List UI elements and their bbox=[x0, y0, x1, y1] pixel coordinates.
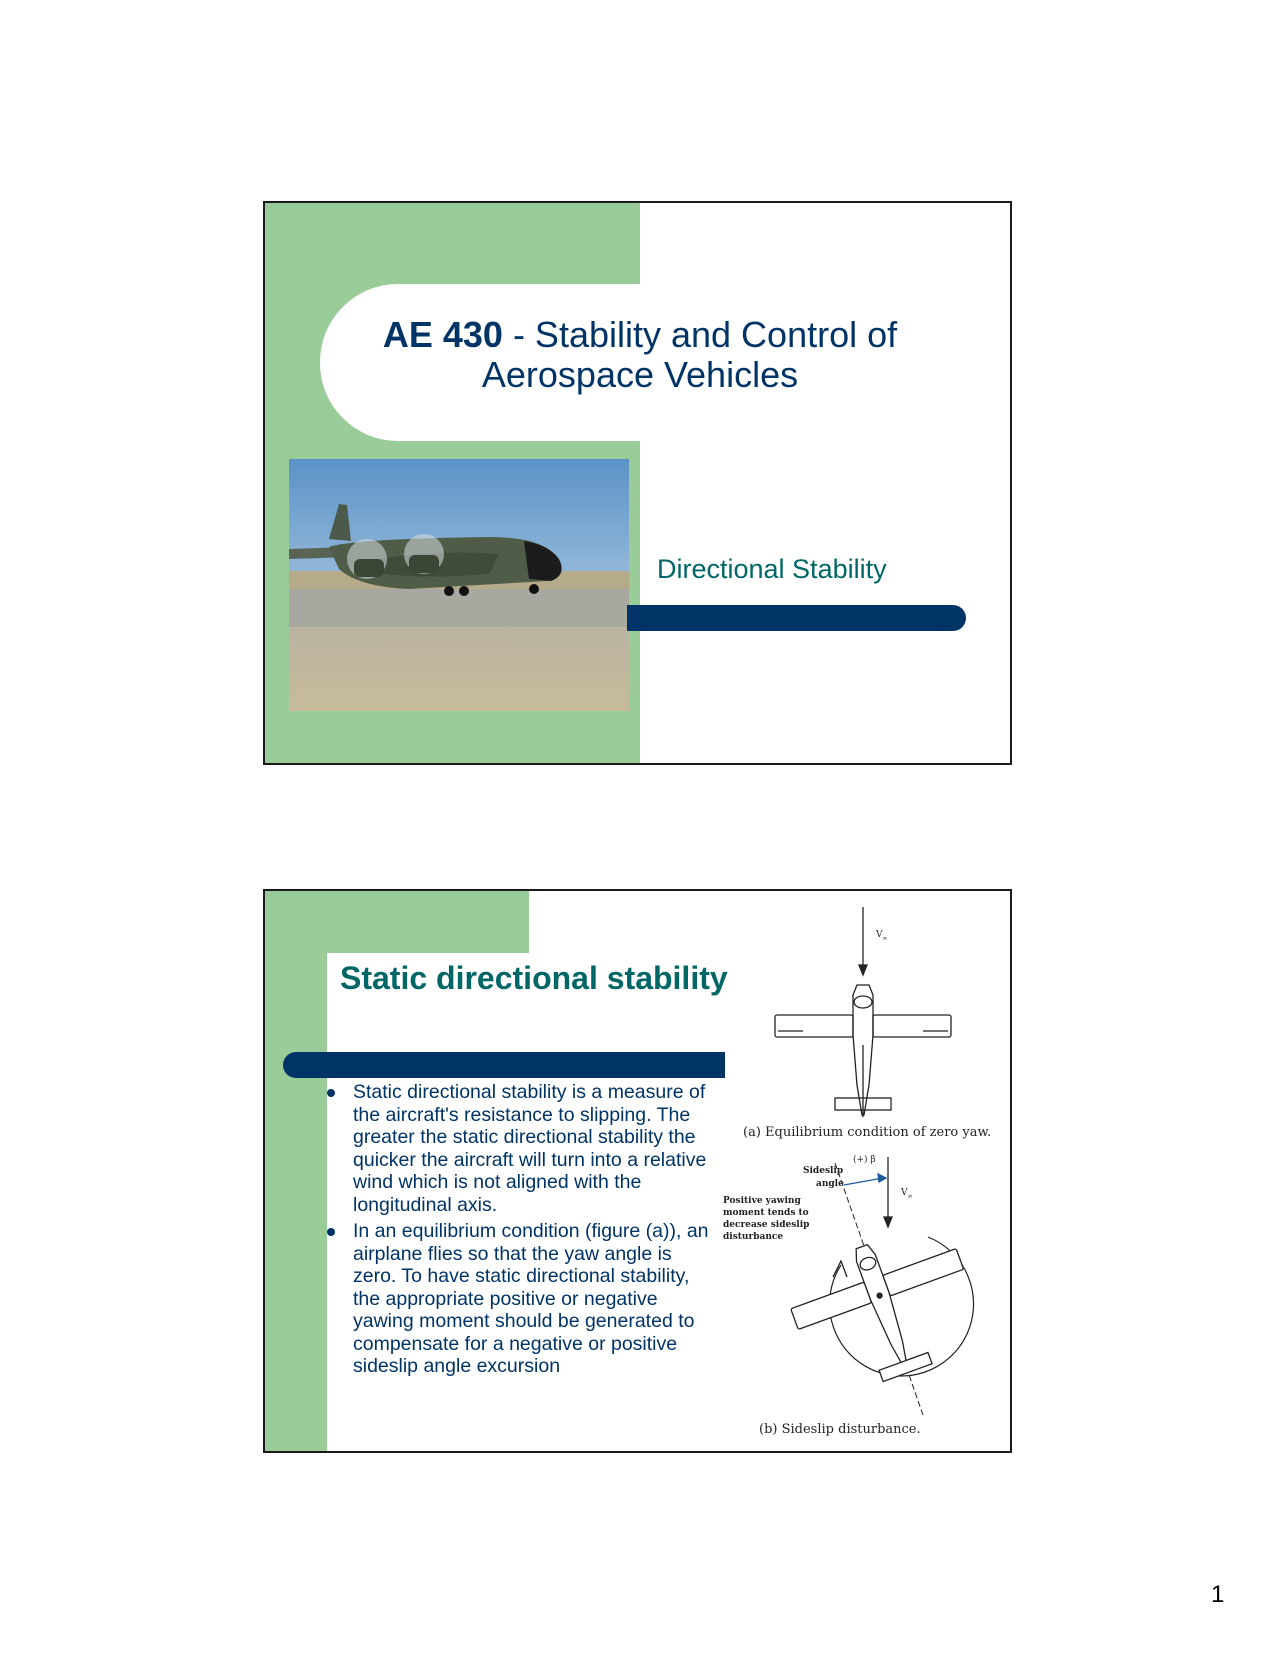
accent-bar bbox=[283, 1052, 725, 1078]
svg-text:(+) β: (+) β bbox=[853, 1155, 876, 1165]
airplane-sideslip-figure bbox=[779, 1157, 990, 1415]
course-code: AE 430 bbox=[382, 314, 503, 355]
svg-text:V∞: $V_\infty$ bbox=[901, 1188, 913, 1200]
svg-text:V∞: $V_\infty$ bbox=[876, 930, 888, 942]
svg-text:Sideslip: Sideslip bbox=[803, 1166, 844, 1176]
svg-text:decrease sideslip: decrease sideslip bbox=[723, 1220, 810, 1230]
slide-subtitle: Directional Stability bbox=[657, 554, 887, 584]
sideslip-diagram bbox=[723, 895, 1011, 1451]
airplane-zero-yaw-figure bbox=[775, 907, 951, 1117]
accent-bar bbox=[627, 605, 966, 631]
svg-text:(a) Equilibrium condition of z: (a) Equilibrium condition of zero yaw. bbox=[743, 1125, 992, 1140]
slide-title bbox=[263, 201, 1012, 765]
green-panel-left bbox=[265, 891, 327, 1451]
svg-text:angle: angle bbox=[816, 1179, 844, 1189]
bullet-dot-icon bbox=[327, 1228, 335, 1236]
svg-text:Positive yawing: Positive yawing bbox=[723, 1196, 801, 1206]
bullet-list bbox=[321, 1081, 711, 1382]
bullet-item: In an equilibrium condition (figure (a)), an airplane flies so that the yaw angle is zero. To have static directional stability, the appropriate positive or negative yawing moment should be generated to compensate for a negative or positive sideslip angle excursion bbox=[321, 1220, 711, 1378]
slide-heading: Static directional stability bbox=[340, 960, 728, 996]
svg-text:moment tends to: moment tends to bbox=[723, 1208, 809, 1218]
aircraft-photo bbox=[289, 459, 629, 711]
slide-static-directional-stability bbox=[263, 889, 1012, 1453]
bullet-item: Static directional stability is a measure of the aircraft's resistance to slipping. The greater the static directional stability the quicker the aircraft will turn into a relative wind which is not aligned with the longitudinal axis. bbox=[321, 1081, 711, 1216]
course-title-line1: - Stability and Control of bbox=[502, 314, 898, 355]
page-number: 1 bbox=[1211, 1581, 1225, 1608]
svg-text:(b) Sideslip disturbance.: (b) Sideslip disturbance. bbox=[759, 1422, 921, 1437]
svg-text:disturbance: disturbance bbox=[723, 1232, 784, 1242]
bullet-dot-icon bbox=[327, 1089, 335, 1097]
course-title-line2: Aerospace Vehicles bbox=[481, 354, 799, 395]
course-title bbox=[335, 315, 945, 395]
